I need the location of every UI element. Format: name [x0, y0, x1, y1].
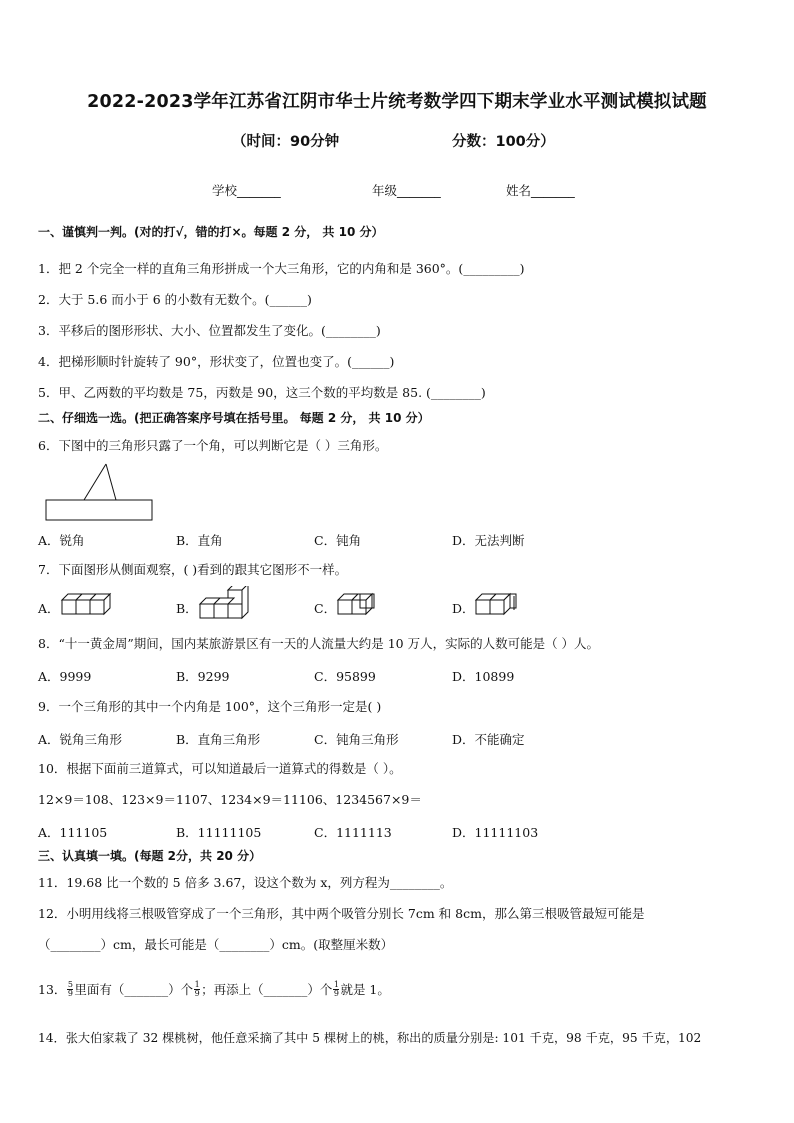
question-8: 8．“十一黄金周”期间，国内某旅游景区有一天的人流量大约是 10 万人，实际的人数可能是（ ）人。	[38, 636, 600, 651]
q10-formula: 12×9＝108、123×9＝1107、1234×9＝11106、1234567×9＝	[38, 792, 422, 807]
fraction-1-9-b	[333, 981, 339, 998]
school-field[interactable]: 学校_______	[212, 183, 281, 198]
question-3: 3．平移后的图形形状、大小、位置都发生了变化。(________)	[38, 323, 381, 338]
fraction-5-9	[67, 981, 73, 998]
q7-option-b[interactable]: B．	[176, 601, 198, 616]
q9-option-d[interactable]: D．不能确定	[452, 732, 525, 747]
triangle-left-edge	[84, 464, 106, 500]
q6-option-c[interactable]: C．钝角	[314, 533, 362, 548]
question-9: 9．一个三角形的其中一个内角是 100°，这个三角形一定是( )	[38, 699, 382, 714]
cube-figure-d	[474, 592, 520, 618]
q7-option-a[interactable]: A．	[38, 601, 60, 616]
question-12-line2: （________）cm，最长可能是（________）cm。(取整厘米数）	[38, 937, 394, 952]
fraction-numerator: 5	[67, 980, 73, 989]
score-label: 分数：100分）	[452, 134, 555, 150]
q6-option-a[interactable]: A．锐角	[38, 533, 85, 548]
question-6: 6．下图中的三角形只露了一个角，可以判断它是（ ）三角形。	[38, 438, 388, 453]
q7-option-c[interactable]: C．	[314, 601, 337, 616]
question-1: 1．把 2 个完全一样的直角三角形拼成一个大三角形，它的内角和是 360°。(_________)	[38, 261, 525, 276]
q10-option-d[interactable]: D．11111103	[452, 825, 539, 840]
q7-option-d[interactable]: D．	[452, 601, 475, 616]
q10-option-a[interactable]: A．111105	[38, 825, 108, 840]
covering-rectangle	[46, 500, 152, 520]
fraction-denominator: 9	[67, 989, 73, 998]
question-7: 7．下面图形从侧面观察，( )看到的跟其它图形不一样。	[38, 562, 348, 577]
q8-option-d[interactable]: D．10899	[452, 669, 515, 684]
cube-figure-c	[336, 592, 382, 618]
question-5: 5．甲、乙两数的平均数是 75，丙数是 90，这三个数的平均数是 85. (________)	[38, 385, 486, 400]
q10-option-b[interactable]: B．11111105	[176, 825, 262, 840]
fraction-denominator: 9	[194, 989, 200, 998]
question-4: 4．把梯形顺时针旋转了 90°，形状变了，位置也变了。(______)	[38, 354, 395, 369]
q13-prefix: 13．	[38, 982, 67, 997]
q13-part1: 里面有（_______）个	[74, 982, 194, 997]
name-field[interactable]: 姓名_______	[506, 183, 575, 198]
q13-part3: 就是 1。	[340, 982, 390, 997]
question-2: 2．大于 5.6 而小于 6 的小数有无数个。(______)	[38, 292, 312, 307]
section2-heading: 二、仔细选一选。(把正确答案序号填在括号里。 每题 2 分， 共 10 分）	[38, 411, 430, 425]
q8-option-b[interactable]: B．9299	[176, 669, 230, 684]
q13-part2: ；再添上（_______）个	[201, 982, 333, 997]
fraction-1-9-a	[194, 981, 200, 998]
section3-heading: 三、认真填一填。(每题 2分，共 20 分）	[38, 849, 262, 863]
grade-field[interactable]: 年级_______	[372, 183, 441, 198]
question-13	[38, 981, 390, 998]
q6-option-b[interactable]: B．直角	[176, 533, 223, 548]
q9-option-a[interactable]: A．锐角三角形	[38, 732, 123, 747]
fraction-numerator: 1	[333, 980, 339, 989]
time-label: （时间：90分钟	[232, 134, 340, 150]
cube-figure-a	[60, 592, 112, 618]
hidden-triangle-figure	[44, 460, 156, 524]
q9-option-c[interactable]: C．钝角三角形	[314, 732, 399, 747]
exam-title: 2022-2023学年江苏省江阴市华士片统考数学四下期末学业水平测试模拟试题	[87, 92, 707, 112]
cube-figure-b	[198, 586, 252, 620]
question-14: 14．张大伯家栽了 32 棵桃树，他任意采摘了其中 5 棵树上的桃，称出的质量分别是: 101 千克，98 千克，95 千克，102	[38, 1031, 702, 1045]
q8-option-a[interactable]: A．9999	[38, 669, 92, 684]
fraction-numerator: 1	[194, 980, 200, 989]
q9-option-b[interactable]: B．直角三角形	[176, 732, 261, 747]
q6-option-d[interactable]: D．无法判断	[452, 533, 525, 548]
question-12-line1: 12．小明用线将三根吸管穿成了一个三角形，其中两个吸管分别长 7cm 和 8cm，那么第三根吸管最短可能是	[38, 906, 645, 921]
q8-option-c[interactable]: C．95899	[314, 669, 376, 684]
fraction-denominator: 9	[333, 989, 339, 998]
question-10: 10．根据下面前三道算式，可以知道最后一道算式的得数是（ ）。	[38, 761, 402, 776]
q10-option-c[interactable]: C．1111113	[314, 825, 392, 840]
section1-heading: 一、谨慎判一判。(对的打√，错的打×。每题 2 分， 共 10 分）	[38, 225, 384, 239]
triangle-right-edge	[106, 464, 116, 500]
question-11: 11．19.68 比一个数的 5 倍多 3.67，设这个数为 x，列方程为________。	[38, 875, 453, 890]
